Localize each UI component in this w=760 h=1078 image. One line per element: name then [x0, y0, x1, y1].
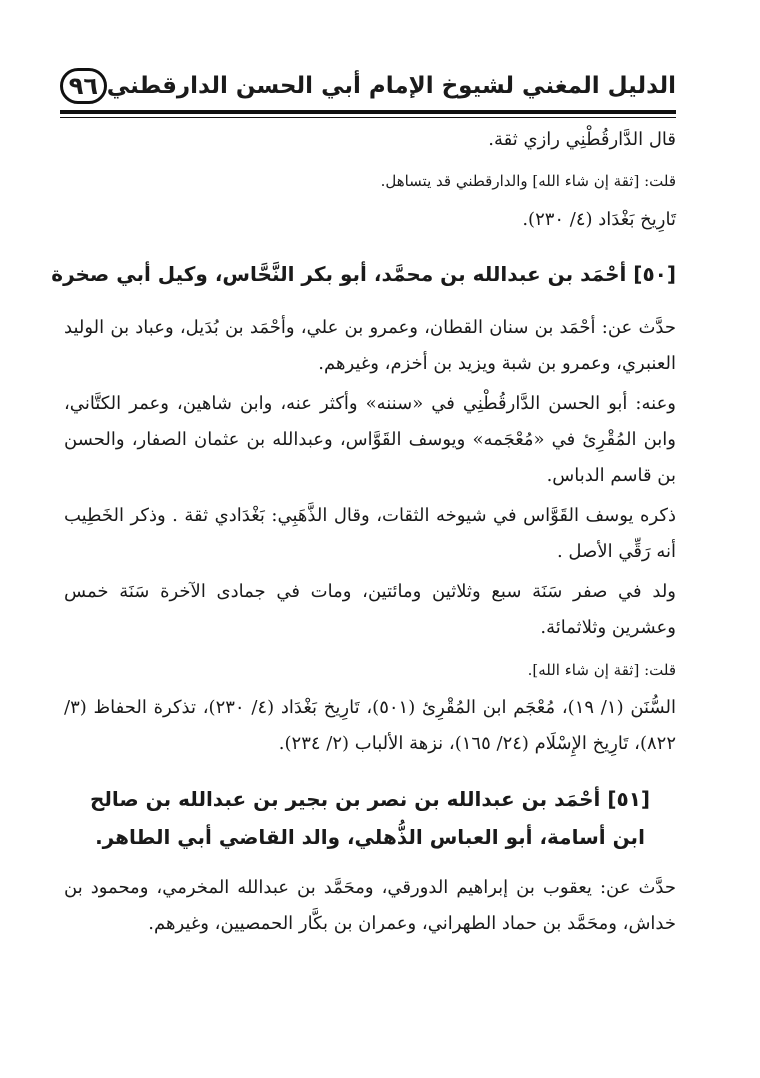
author-note: قلت: [ثقة إن شاء الله].: [527, 661, 676, 679]
running-title: الدليل المغني لشيوخ الإمام أبي الحسن الدارقطني: [106, 73, 676, 99]
page-number: ٩٦: [68, 72, 99, 100]
students-paragraph: وعنه: أبو الحسن الدَّارقُطْنِي في «سننه» وأكثر عنه، وابن شاهين، وعمر الكتَّاني، وابن المُقْرِئ في «مُعْجَمه» ويوسف القَوَّاس، وعبدالله بن عثمان الصفار، والحسن بن قاسم الدباس.: [64, 393, 676, 486]
entry-heading: [٥٠] أحْمَد بن عبدالله بن محمَّد، أبو بكر النَّحَّاس، وكيل أبي صخرة: [51, 262, 676, 286]
daraqutni-statement: قال الدَّارقُطْنِي رازي ثقة.: [488, 129, 676, 150]
header-rule-thick: [60, 110, 676, 114]
references-paragraph: السُّنَن (١/ ١٩)، مُعْجَم ابن المُقْرِئ (٥٠١)، تَارِيخ بَغْدَاد (٤/ ٢٣٠)، تذكرة الحفاظ (٣/ ٨٢٢)، تَارِيخ الإِسْلَام (٢٤/ ١٦٥)، نزهة الألباب (٢/ ٢٣٤).: [64, 697, 677, 754]
teachers-paragraph: حدَّث عن: أحْمَد بن سنان القطان، وعمرو بن علي، وأحْمَد بن بُدَيل، وعباد بن الوليد العنبري، وعمرو بن شبة ويزيد بن أخزم، وغيرهم.: [64, 317, 676, 374]
header-rule-thin: [60, 117, 676, 118]
entry-heading-line-1: [٥١] أحْمَد بن عبدالله بن نصر بن بجير بن عبدالله بن صالح: [89, 787, 651, 811]
entry-51: [64, 780, 676, 942]
entry-49-tail: [64, 122, 676, 238]
page-body: [51, 122, 677, 942]
grading-paragraph: ذكره يوسف القَوَّاس في شيوخه الثقات، وقال الذَّهَبِي: بَغْدَادي ثقة . وذكر الخَطِيب أنه رَقِّي الأصل .: [64, 505, 676, 562]
reference-line: تَارِيخ بَغْدَاد (٤/ ٢٣٠).: [522, 209, 676, 230]
page-header: [60, 64, 676, 108]
entry-heading-line-2: ابن أسامة، أبو العباس الذُّهلي، والد القاضي أبي الطاهر.: [95, 825, 645, 849]
entry-50: [51, 256, 677, 762]
teachers-paragraph: حدَّث عن: يعقوب بن إبراهيم الدورقي، ومحَمَّد بن عبدالله المخرمي، ومحمود بن خداش، ومحَمَّد بن حماد الطهراني، وعمران بن بكَّار الحمصيين، وغيرهم.: [64, 877, 676, 934]
page-number-badge: [60, 68, 107, 104]
author-note: قلت: [ثقة إن شاء الله] والدارقطني قد يتساهل.: [380, 172, 676, 190]
dates-paragraph: ولد في صفر سَنَة سبع وثلاثين ومائتين، ومات في جمادى الآخرة سَنَة خمس وعشرين وثلاثمائة.: [64, 581, 676, 638]
